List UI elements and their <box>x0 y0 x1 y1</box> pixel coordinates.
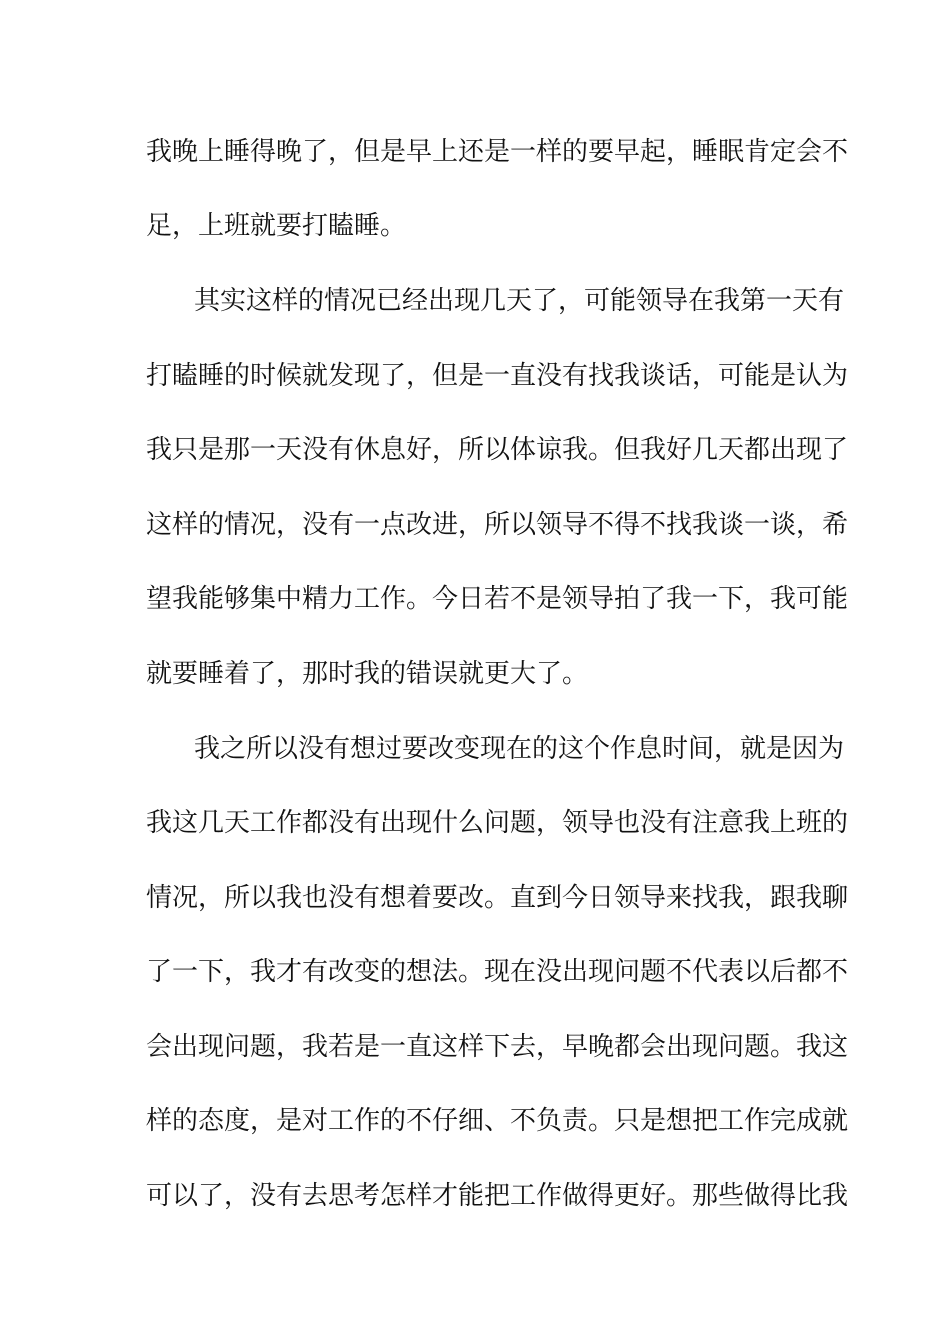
text-line: 会出现问题，我若是一直这样下去，早晚都会出现问题。我这 <box>146 1032 849 1062</box>
text-line: 足，上班就要打瞌睡。 <box>146 211 407 241</box>
text-line: 情况，所以我也没有想着要改。直到今日领导来找我，跟我聊 <box>146 883 849 913</box>
text-line: 就要睡着了，那时我的错误就更大了。 <box>146 659 589 689</box>
text-line: 可以了，没有去思考怎样才能把工作做得更好。那些做得比我 <box>146 1181 849 1211</box>
text-line: 样的态度，是对工作的不仔细、不负责。只是想把工作完成就 <box>146 1106 849 1136</box>
paragraph-first-line: 其实这样的情况已经出现几天了，可能领导在我第一天有 <box>194 286 845 316</box>
text-line: 这样的情况，没有一点改进，所以领导不得不找我谈一谈，希 <box>146 510 849 540</box>
text-line: 我晚上睡得晚了，但是早上还是一样的要早起，睡眠肯定会不 <box>146 137 849 167</box>
text-line: 打瞌睡的时候就发现了，但是一直没有找我谈话，可能是认为 <box>146 361 849 391</box>
text-line: 了一下，我才有改变的想法。现在没出现问题不代表以后都不 <box>146 957 849 987</box>
text-line: 我只是那一天没有休息好，所以体谅我。但我好几天都出现了 <box>146 435 849 465</box>
paragraph-first-line: 我之所以没有想过要改变现在的这个作息时间，就是因为 <box>194 734 845 764</box>
text-line: 望我能够集中精力工作。今日若不是领导拍了我一下，我可能 <box>146 584 849 614</box>
text-line: 我这几天工作都没有出现什么问题，领导也没有注意我上班的 <box>146 808 849 838</box>
